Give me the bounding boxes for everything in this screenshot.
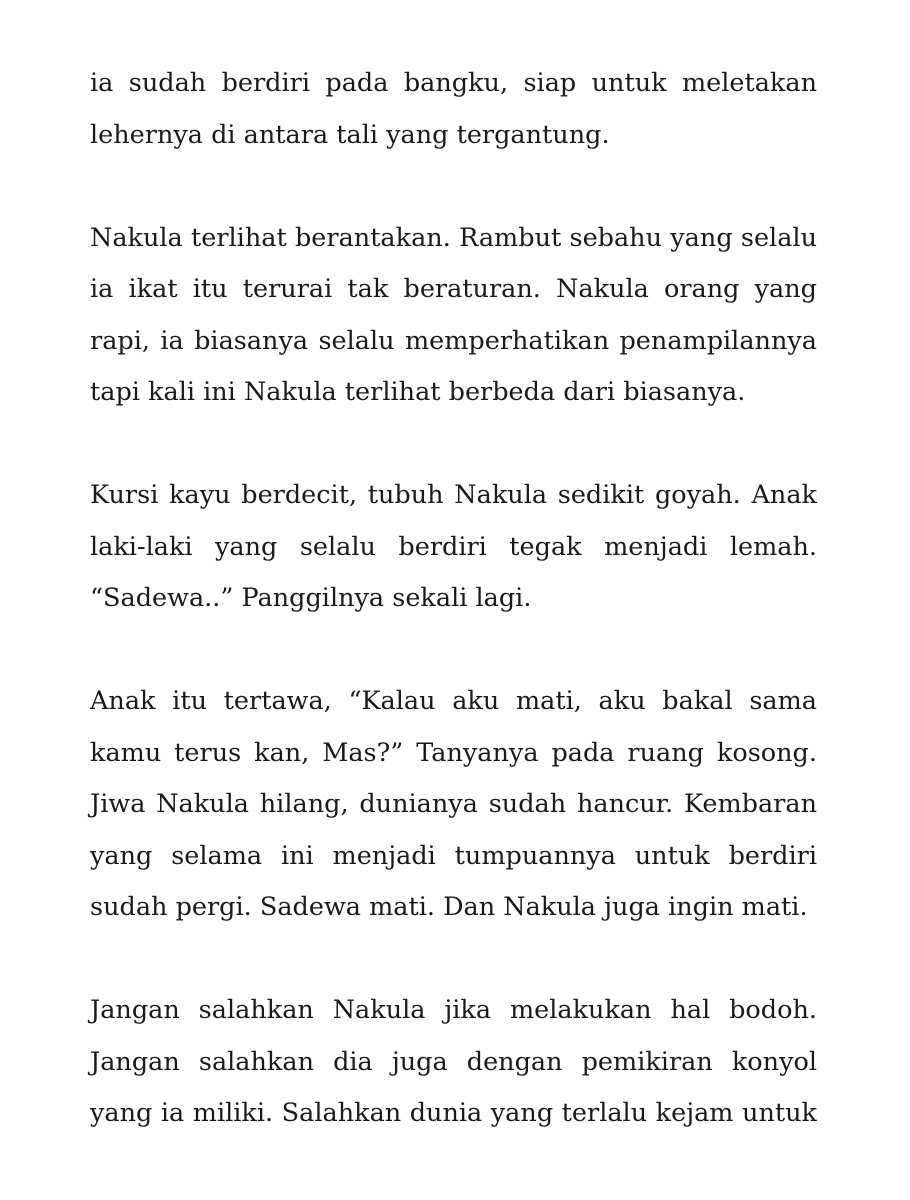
paragraph-3: Kursi kayu berdecit, tubuh Nakula sedikit goyah. Anak laki-laki yang selalu berdiri tegak menjadi lemah. “Sadewa..” Panggilnya sekali lagi. — [90, 480, 817, 613]
paragraph-4: Anak itu tertawa, “Kalau aku mati, aku bakal sama kamu terus kan, Mas?” Tanyanya pada ruang kosong. Jiwa Nakula hilang, dunianya sudah hancur. Kembaran yang selama ini menjadi tumpuannya untuk berdiri sudah pergi. Sadewa mati. Dan Nakula juga ingin mati. — [90, 686, 817, 922]
paragraph-2: Nakula terlihat berantakan. Rambut sebahu yang selalu ia ikat itu terurai tak beraturan. Nakula orang yang rapi, ia biasanya selalu memperhatikan penampilannya tapi kali ini Nakula terlihat berbeda dari biasanya. — [90, 222, 817, 407]
paragraph-5: Jangan salahkan Nakula jika melakukan hal bodoh. Jangan salahkan dia juga dengan pemikiran konyol yang ia miliki. Salahkan dunia yang terlalu kejam untuk — [90, 995, 817, 1128]
document-page — [90, 58, 817, 1191]
paragraph-1: ia sudah berdiri pada bangku, siap untuk meletakan lehernya di antara tali yang tergantung. — [90, 68, 817, 150]
